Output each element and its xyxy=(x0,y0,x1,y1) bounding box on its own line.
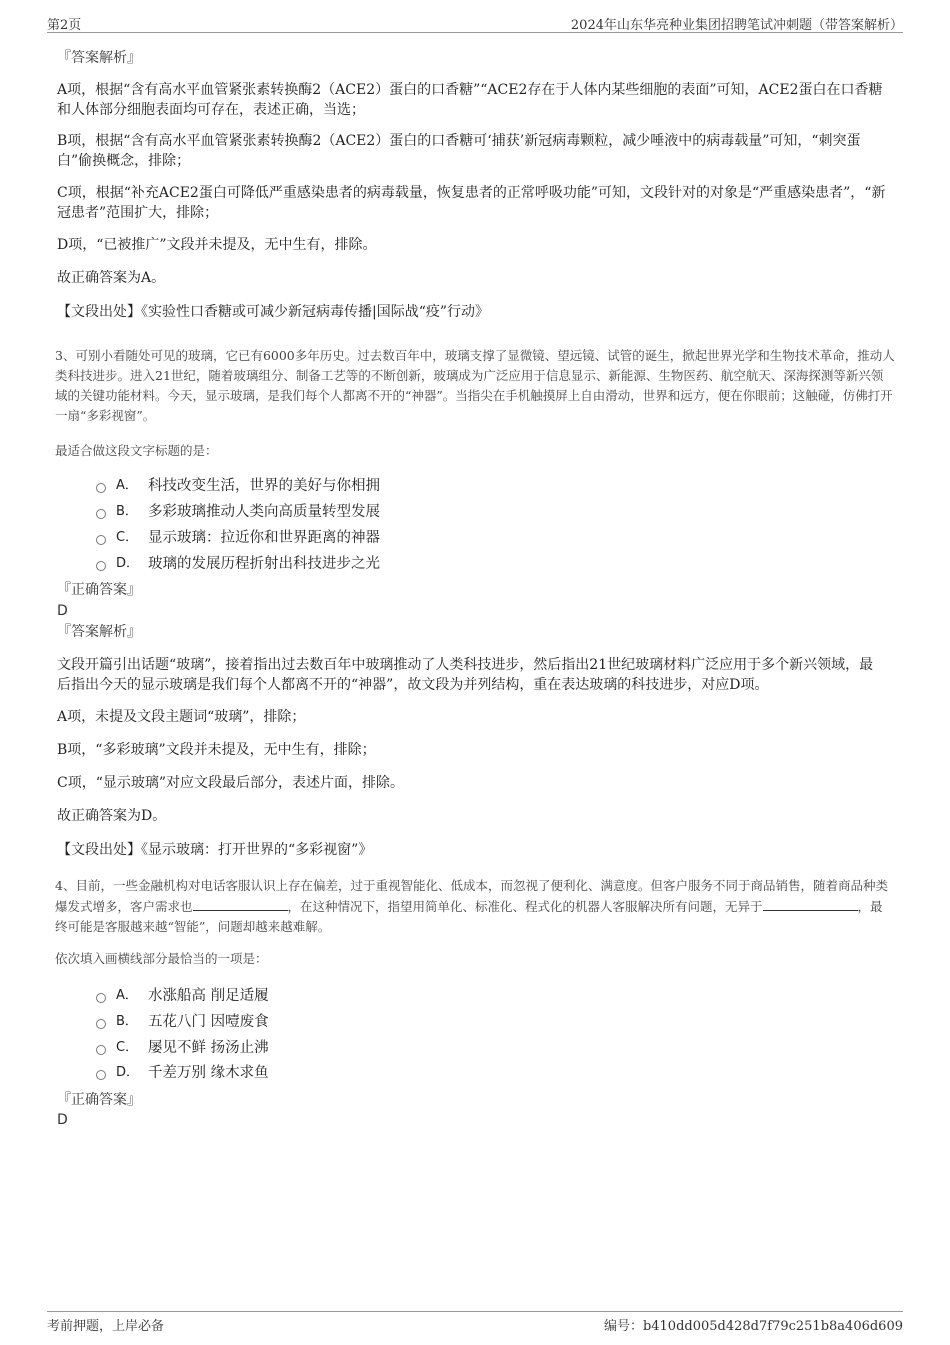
q2-conclusion: 故正确答案为A。 xyxy=(57,270,166,286)
q3-option-c[interactable] xyxy=(96,527,380,549)
page-number: 第2页 xyxy=(47,18,82,33)
q4-option-c[interactable] xyxy=(96,1037,269,1059)
q3-answer-label: 『正确答案』 xyxy=(57,582,141,598)
q3-analysis-c: C项，“显示玻璃”对应文段最后部分，表述片面，排除。 xyxy=(57,775,405,791)
q2-analysis-d: D项，“已被推广”文段并未提及，无中生有，排除。 xyxy=(57,237,377,253)
q4-stem xyxy=(55,876,895,937)
radio-icon[interactable] xyxy=(96,1070,106,1080)
q2-analysis-a: A项，根据“含有高水平血管紧张素转换酶2（ACE2）蛋白的口香糖”“ACE2存在于人体内某些细胞的表面”可知，ACE2蛋白在口香糖和人体部分细胞表面均可存在，表述正确，当选； xyxy=(57,82,883,118)
q3-option-d[interactable] xyxy=(96,553,380,575)
q4-blank-2 xyxy=(763,896,858,911)
q4-blank-1 xyxy=(193,896,288,911)
radio-icon[interactable] xyxy=(96,1019,106,1029)
q2-analysis-c: C项，根据“补充ACE2蛋白可降低严重感染患者的病毒载量，恢复患者的正常呼吸功能”可知，文段针对的对象是“严重感染患者”，“新冠患者”范围扩大，排除； xyxy=(57,185,886,221)
q2-analysis-b: B项，根据“含有高水平血管紧张素转换酶2（ACE2）蛋白的口香糖可‘捕获’新冠病毒颗粒，减少唾液中的病毒载量”可知，“刺突蛋白”偷换概念，排除； xyxy=(57,133,861,169)
option-text: 屡见不鲜 扬汤止沸 xyxy=(148,1040,269,1056)
q3-analysis-b: B项，“多彩玻璃”文段并未提及，无中生有，排除； xyxy=(57,742,376,758)
option-text: 水涨船高 削足适履 xyxy=(148,988,269,1004)
q4-question: 依次填入画横线部分最恰当的一项是： xyxy=(55,951,268,966)
radio-icon[interactable] xyxy=(96,561,106,571)
q3-option-b[interactable] xyxy=(96,501,380,523)
q4-stem-part2: ，在这种情况下，指望用简单化、标准化、程式化的机器人客服解决所有问题，无异于 xyxy=(287,899,763,914)
radio-icon[interactable] xyxy=(96,993,106,1003)
q3-source: 【文段出处】《显示玻璃：打开世界的“多彩视窗”》 xyxy=(57,842,373,858)
option-letter: B． xyxy=(116,1014,138,1029)
option-letter: D． xyxy=(116,1065,140,1080)
option-letter: D． xyxy=(116,556,140,571)
q3-analysis: 文段开篇引出话题“玻璃”，接着指出过去数百年中玻璃推动了人类科技进步，然后指出21世纪玻璃材料广泛应用于多个新兴领域，最后指出今天的显示玻璃是我们每个人都离不开的“神器”，故文段为并列结构，重在表达玻璃的科技进步，对应D项。 xyxy=(57,657,874,693)
q4-answer: D xyxy=(57,1112,68,1128)
option-text: 五花八门 因噎废食 xyxy=(148,1014,269,1030)
q4-stem-part3: ，最终可能是客服越来越“智能”，问题却越来越难解。 xyxy=(55,899,883,934)
q3-question: 最适合做这段文字标题的是： xyxy=(55,443,218,458)
radio-icon[interactable] xyxy=(96,483,106,493)
option-letter: A． xyxy=(116,478,138,493)
q4-option-d[interactable] xyxy=(96,1062,269,1084)
document-title: 2024年山东华亮种业集团招聘笔试冲刺题（带答案解析） xyxy=(570,18,903,33)
q3-stem: 3、可别小看随处可见的玻璃，它已有6000多年历史。过去数百年中，玻璃支撑了显微镜、望远镜、试管的诞生，掀起世界光学和生物技术革命，推动人类科技进步。进入21世纪，随着玻璃组分、制备工艺等的不断创新，玻璃成为广泛应用于信息显示、新能源、生物医药、航空航天、深海探测等新兴领域的关键功能材料。今天，显示玻璃，是我们每个人都离不开的“神器”。当指尖在手机触摸屏上自由滑动，世界和远方，便在你眼前；这触碰，仿佛打开一扇“多彩视窗”。 xyxy=(55,348,895,423)
option-letter: C． xyxy=(116,530,139,545)
q2-source: 【文段出处】《实验性口香糖或可减少新冠病毒传播|国际战“疫”行动》 xyxy=(57,304,490,320)
serial-number: 编号：b410dd005d428d7f79c251b8a406d609 xyxy=(603,1319,903,1334)
q4-option-a[interactable] xyxy=(96,985,269,1007)
q4-stem-part1: 4、目前，一些金融机构对电话客服认识上存在偏差，过于重视智能化、低成本，而忽视了便利化、满意度。但客户服务不同于商品销售，随着商品种类爆发式增多，客户需求也 xyxy=(55,878,888,914)
option-text: 多彩玻璃推动人类向高质量转型发展 xyxy=(148,504,380,520)
footer-slogan: 考前押题，上岸必备 xyxy=(47,1319,165,1334)
q3-option-a[interactable] xyxy=(96,475,380,497)
q3-answer: D xyxy=(57,603,68,619)
q3-analysis-a: A项，未提及文段主题词“玻璃”，排除； xyxy=(57,709,306,725)
q2-analysis-label: 『答案解析』 xyxy=(57,50,141,66)
page-header xyxy=(47,12,903,33)
option-letter: C． xyxy=(116,1040,139,1055)
option-text: 玻璃的发展历程折射出科技进步之光 xyxy=(148,556,380,572)
radio-icon[interactable] xyxy=(96,535,106,545)
option-text: 科技改变生活，世界的美好与你相拥 xyxy=(148,478,380,494)
radio-icon[interactable] xyxy=(96,509,106,519)
option-letter: A． xyxy=(116,988,138,1003)
q4-option-b[interactable] xyxy=(96,1011,269,1033)
q4-answer-label: 『正确答案』 xyxy=(57,1092,141,1108)
q3-analysis-label: 『答案解析』 xyxy=(57,624,141,640)
q3-conclusion: 故正确答案为D。 xyxy=(57,808,167,824)
option-text: 显示玻璃：拉近你和世界距离的神器 xyxy=(148,530,380,546)
radio-icon[interactable] xyxy=(96,1045,106,1055)
option-letter: B． xyxy=(116,504,138,519)
option-text: 千差万别 缘木求鱼 xyxy=(148,1065,269,1081)
page-footer xyxy=(47,1311,903,1332)
